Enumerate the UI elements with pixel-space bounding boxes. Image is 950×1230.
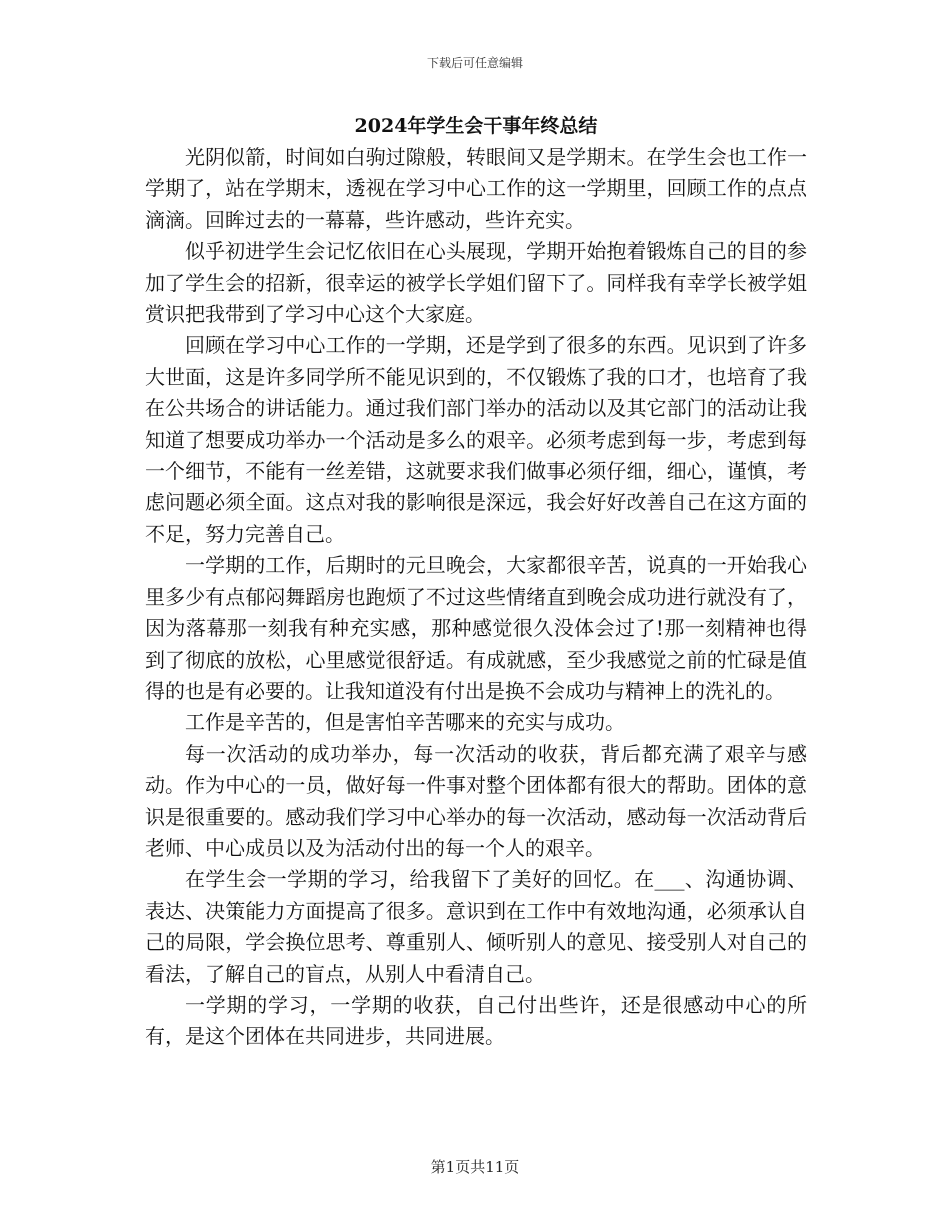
paragraph: 一学期的工作，后期时的元旦晚会，大家都很辛苦，说真的一开始我心里多少有点郁闷舞蹈房也跑烦了不过这些情绪直到晚会成功进行就没有了，因为落幕那一刻我有种充实感，那种感觉很久没体会过了!那一刻精神也得到了彻底的放松，心里感觉很舒适。有成就感，至少我感觉之前的忙碌是值得的也是有必要的。让我知道没有付出是换不会成功与精神上的洗礼的。 — [145, 553, 807, 703]
header-note: 下载后可任意编辑 — [426, 56, 523, 70]
paragraph: 每一次活动的成功举办，每一次活动的收获，背后都充满了艰辛与感动。作为中心的一员，做好每一件事对整个团体都有很大的帮助。团体的意识是很重要的。感动我们学习中心举办的每一次活动，感动每一次活动背后老师、中心成员以及为活动付出的每一个人的艰辛。 — [145, 741, 807, 860]
paragraph: 工作是辛苦的，但是害怕辛苦哪来的充实与成功。 — [185, 710, 625, 735]
paragraph: 回顾在学习中心工作的一学期，还是学到了很多的东西。见识到了许多大世面，这是许多同学所不能见识到的，不仅锻炼了我的口才，也培育了我在公共场合的讲话能力。通过我们部门举办的活动以及其它部门的活动让我知道了想要成功举办一个活动是多么的艰辛。必须考虑到每一步，考虑到每一个细节，不能有一丝差错，这就要求我们做事必须仔细，细心，谨慎，考虑问题必须全面。这点对我的影响很是深远，我会好好改善自己在这方面的不足，努力完善自己。 — [145, 333, 807, 546]
paragraph: 光阴似箭，时间如白驹过隙般，转眼间又是学期末。在学生会也工作一学期了，站在学期末，透视在学习中心工作的这一学期里，回顾工作的点点滴滴。回眸过去的一幕幕，些许感动，些许充实。 — [145, 145, 807, 232]
paragraph: 似乎初进学生会记忆依旧在心头展现，学期开始抱着锻炼自己的目的参加了学生会的招新，很幸运的被学长学姐们留下了。同样我有幸学长被学姐赏识把我带到了学习中心这个大家庭。 — [145, 239, 807, 327]
document-title: 2024年学生会干事年终总结 — [354, 115, 598, 137]
page-number: 第1页共11页 — [430, 1158, 520, 1176]
document-body — [145, 142, 807, 1053]
paragraph: 在学生会一学期的学习，给我留下了美好的回忆。在___、沟通协调、表达、决策能力方面提高了很多。意识到在工作中有效地沟通，必须承认自己的局限，学会换位思考、尊重别人、倾听别人的意见、接受别人对自己的看法，了解自己的盲点，从别人中看清自己。 — [145, 867, 807, 986]
paragraph: 一学期的学习，一学期的收获，自己付出些许，还是很感动中心的所有，是这个团体在共同进步，共同进展。 — [145, 992, 807, 1049]
